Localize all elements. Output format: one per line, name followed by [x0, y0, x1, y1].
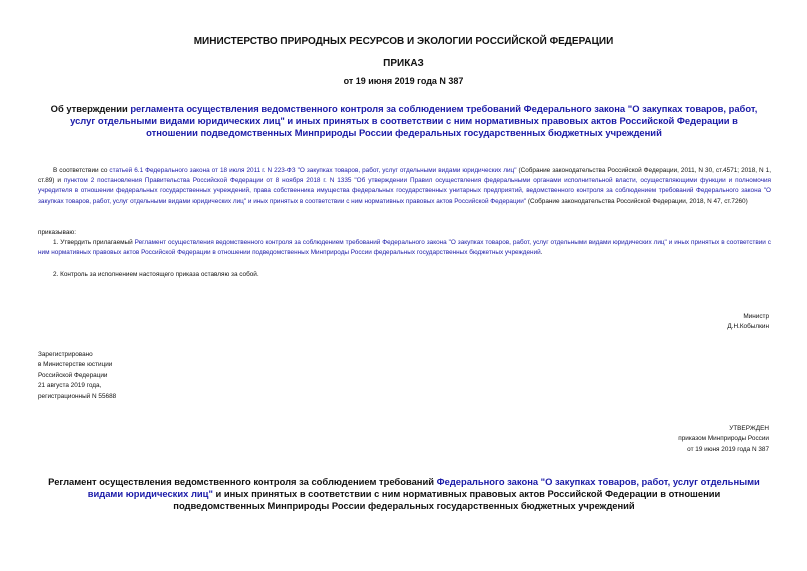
registration-line-4: 21 августа 2019 года, [38, 382, 102, 390]
approval-line-2: приказом Минприроды России [678, 435, 769, 443]
preamble-text-1: В соответствии со [53, 167, 110, 174]
preamble-link-law[interactable]: статьей 6.1 Федерального закона от 18 июля 2011 г. N 223-ФЗ "О закупках товаров, работ, услуг отдельными видами юридических лиц" [109, 167, 517, 174]
registration-line-3: Российской Федерации [38, 371, 108, 379]
signature-block [727, 312, 769, 333]
order-item-1 [38, 238, 771, 258]
preamble-link-decree[interactable]: пунктом 2 постановления Правительства Российской Федерации от 8 ноября 2018 г. N 1335 "Об утверждении Правил осуществления федеральными органами исполнительной власти, осуществляющими функции и полномочия учредителя в отношении федеральных государственных учреждений, права собственника имущества федеральных государственных унитарных предприятий, ведомственного контроля за соблюдением требований Федерального закона "О закупках товаров, работ, услуг отдельными видами юридических лиц" и иных принятых в соответствии с ним нормативных правовых актов Российской Федерации" [38, 177, 771, 205]
registration-line-1: Зарегистрировано [38, 351, 93, 358]
regulation-title-text-1: Регламент осуществления ведомственного контроля за соблюдением требований [48, 476, 437, 487]
regulation-title-text-2: и иных принятых в соответствии с ним нормативных правовых актов Российской Федерации в отношении подведомственных Минприроды России федеральных государственных бюджетных учреждений [173, 488, 721, 511]
document-date-number: от 19 июня 2019 года N 387 [343, 76, 464, 86]
item1-text-1: 1. Утвердить прилагаемый [53, 239, 135, 246]
signature-position: Министр [743, 313, 769, 320]
title-link[interactable]: регламента осуществления ведомственного контроля за соблюдением требований Федерального закона "О закупках товаров, работ, услуг отдельными видами юридических лиц" и иных принятых в соответствии с ним нормативных правовых актов Российской Федерации в отношении подведомственных Минприроды России федеральных государственных бюджетных учреждений [70, 103, 758, 138]
order-word: приказываю: [38, 229, 76, 236]
title-lead: Об утверждении [50, 103, 131, 114]
item1-link-regulation[interactable]: Регламент осуществления ведомственного контроля за соблюдением требований Федерального закона "О закупках товаров, работ, услуг отдельными видами юридических лиц" и иных принятых в соответствии с ним нормативных правовых актов Российской Федерации в отношении подведомственных Минприроды России федеральных государственных бюджетных учреждений [38, 239, 771, 257]
preamble-text-2: (Собрание законодательства Российской Федерации, 2011, N 30, ст.4571; 2018, N 1, ст.89) и [38, 167, 771, 185]
signature-name: Д.Н.Кобылкин [727, 323, 769, 331]
approval-line-3: от 19 июня 2019 года N 387 [687, 445, 769, 453]
preamble-text-3: (Собрание законодательства Российской Федерации, 2018, N 47, ст.7260) [526, 197, 748, 205]
item2-text: 2. Контроль за исполнением настоящего приказа оставляю за собой. [53, 271, 259, 278]
regulation-title-link[interactable]: Федерального закона "О закупках товаров, работ, услуг отдельными видами юридических лиц" [87, 476, 760, 499]
approval-block [678, 424, 769, 455]
document-type: ПРИКАЗ [383, 58, 424, 69]
ministry-heading: МИНИСТЕРСТВО ПРИРОДНЫХ РЕСУРСОВ И ЭКОЛОГИИ РОССИЙСКОЙ ФЕДЕРАЦИИ [193, 36, 614, 47]
approval-line-1: УТВЕРЖДЕН [729, 425, 769, 432]
regulation-title [44, 476, 764, 512]
registration-block [38, 350, 116, 402]
document-title [44, 103, 764, 139]
registration-line-2: в Министерстве юстиции [38, 361, 113, 369]
registration-line-5: регистрационный N 55688 [38, 392, 117, 400]
order-item-2 [38, 270, 771, 280]
item1-text-2: . [540, 249, 543, 257]
preamble-paragraph [38, 166, 771, 207]
